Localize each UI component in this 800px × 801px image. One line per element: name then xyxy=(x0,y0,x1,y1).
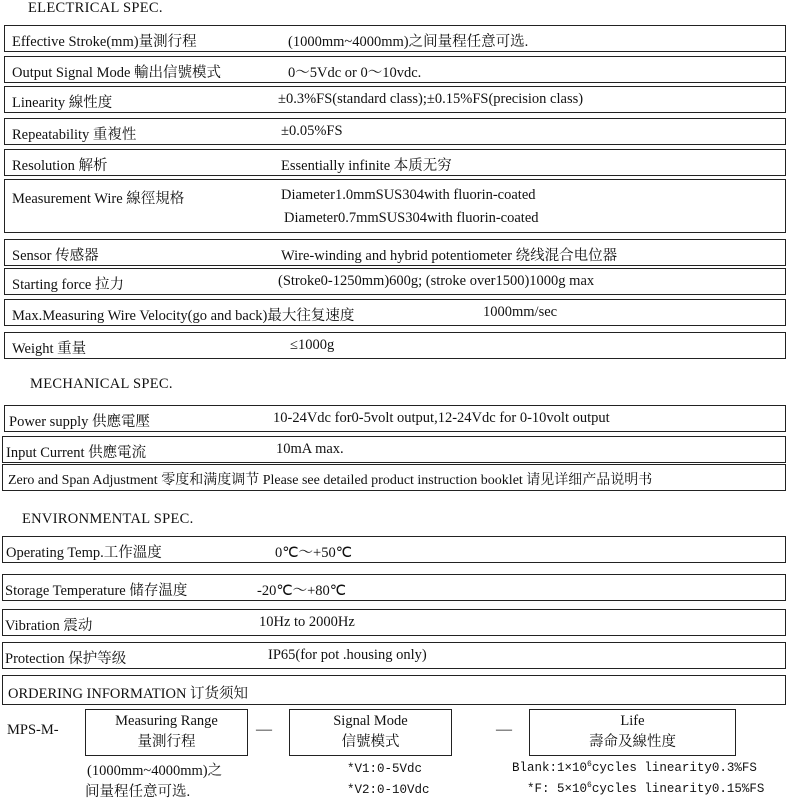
ordering-header xyxy=(2,675,786,705)
range-note-line1: (1000mm~4000mm)之 xyxy=(87,763,223,779)
life-option-text: cycles linearity0.15%FS xyxy=(591,782,765,797)
spec-label: Linearity 線性度 xyxy=(12,95,113,111)
ordering-title: ORDERING INFORMATION 订货须知 xyxy=(8,686,249,702)
signal-mode-label-cn: 信號模式 xyxy=(341,734,400,750)
spec-label: Weight 重量 xyxy=(12,341,87,357)
spec-row-operating-temp xyxy=(2,536,786,563)
spec-label: Starting force 拉力 xyxy=(12,277,124,293)
spec-value: (Stroke0-1250mm)600g; (stroke over1500)1000g max xyxy=(278,273,595,289)
life-option-text: *F: 5×10 xyxy=(527,782,588,797)
signal-option-v2: *V2:0-10Vdc xyxy=(347,783,430,797)
life-option-blank xyxy=(512,760,757,775)
spec-value: 0～5Vdc or 0～10vdc. xyxy=(288,65,422,81)
spec-label: Operating Temp.工作溫度 xyxy=(6,545,162,561)
spec-label: Power supply 供應電壓 xyxy=(9,414,150,430)
spec-row-power-supply xyxy=(4,405,786,432)
spec-value: 10Hz to 2000Hz xyxy=(259,614,355,630)
spec-row-zero-span xyxy=(2,464,786,491)
mechanical-section-title: MECHANICAL SPEC. xyxy=(30,376,173,392)
spec-value: 0℃～+50℃ xyxy=(275,545,352,561)
spec-value: Wire-winding and hybrid potentiometer 绕线混合电位器 xyxy=(281,248,618,264)
signal-mode-label: Signal Mode xyxy=(333,713,408,729)
spec-row-storage-temp xyxy=(2,574,786,601)
spec-label: Protection 保护等级 xyxy=(5,651,127,667)
measuring-range-label: Measuring Range xyxy=(115,713,218,729)
spec-row-resolution xyxy=(4,149,786,176)
spec-value: ±0.05%FS xyxy=(281,123,343,139)
spec-label: Max.Measuring Wire Velocity(go and back)最大往复速度 xyxy=(12,308,355,324)
model-prefix: MPS-M- xyxy=(7,722,59,738)
spec-value: -20℃～+80℃ xyxy=(257,583,347,599)
spec-label: Input Current 供應電流 xyxy=(6,445,147,461)
spec-row-linearity xyxy=(4,86,786,113)
measuring-range-label-cn: 量測行程 xyxy=(137,734,196,750)
spec-label: Measurement Wire 線徑規格 xyxy=(12,191,185,207)
spec-label: Sensor 传感器 xyxy=(12,248,99,264)
spec-label: Output Signal Mode 輸出信號模式 xyxy=(12,65,222,81)
spec-label: Vibration 震动 xyxy=(5,618,93,634)
life-label-cn: 壽命及線性度 xyxy=(589,734,676,750)
spec-value: Diameter1.0mmSUS304with fluorin-coated xyxy=(281,187,536,203)
spec-row-starting-force xyxy=(4,268,786,295)
life-option-text: Blank:1×10 xyxy=(512,761,588,776)
spec-value: 10-24Vdc for0-5volt output,12-24Vdc for 0-10volt output xyxy=(273,410,610,426)
spec-value: 1000mm/sec xyxy=(483,304,558,320)
spec-label: Resolution 解析 xyxy=(12,158,108,174)
separator-dash: — xyxy=(496,721,512,738)
life-option-exponent: 6 xyxy=(587,781,592,790)
signal-option-v1: *V1:0-5Vdc xyxy=(347,762,423,776)
spec-row-wire-velocity xyxy=(4,299,786,326)
spec-row-vibration xyxy=(2,609,786,636)
life-option-exponent: 6 xyxy=(587,760,592,769)
spec-row-output-signal xyxy=(4,56,786,83)
spec-value: (1000mm~4000mm)之间量程任意可选. xyxy=(288,34,529,50)
spec-label: Effective Stroke(mm)量測行程 xyxy=(12,34,197,50)
spec-row-protection xyxy=(2,642,786,669)
spec-value-second: Diameter0.7mmSUS304with fluorin-coated xyxy=(284,210,539,226)
range-note-line2: 间量程任意可选. xyxy=(85,784,191,800)
life-box xyxy=(529,709,736,756)
spec-label: Zero and Span Adjustment 零度和满度调节 Please see detailed product instruction booklet 请见详细产品说明书 xyxy=(8,473,653,488)
spec-value: ≤1000g xyxy=(290,337,335,353)
separator-dash: — xyxy=(256,721,272,738)
spec-row-weight xyxy=(4,332,786,359)
electrical-section-title: ELECTRICAL SPEC. xyxy=(28,0,163,16)
spec-row-stroke xyxy=(4,25,786,52)
spec-label: Storage Temperature 储存温度 xyxy=(5,583,188,599)
spec-value: Essentially infinite 本质无穷 xyxy=(281,158,452,174)
spec-row-sensor xyxy=(4,239,786,266)
life-label: Life xyxy=(620,713,645,729)
spec-row-input-current xyxy=(2,436,786,463)
spec-value: 10mA max. xyxy=(276,441,344,457)
life-option-f xyxy=(527,781,764,796)
signal-mode-box xyxy=(289,709,452,756)
environmental-section-title: ENVIRONMENTAL SPEC. xyxy=(22,511,194,527)
life-option-text: cycles linearity0.3%FS xyxy=(591,761,757,776)
spec-value: IP65(for pot .housing only) xyxy=(268,647,427,663)
spec-row-measurement-wire xyxy=(4,179,786,233)
spec-row-repeatability xyxy=(4,118,786,145)
measuring-range-box xyxy=(85,709,248,756)
spec-label: Repeatability 重複性 xyxy=(12,127,137,143)
spec-value: ±0.3%FS(standard class);±0.15%FS(precision class) xyxy=(278,91,584,107)
